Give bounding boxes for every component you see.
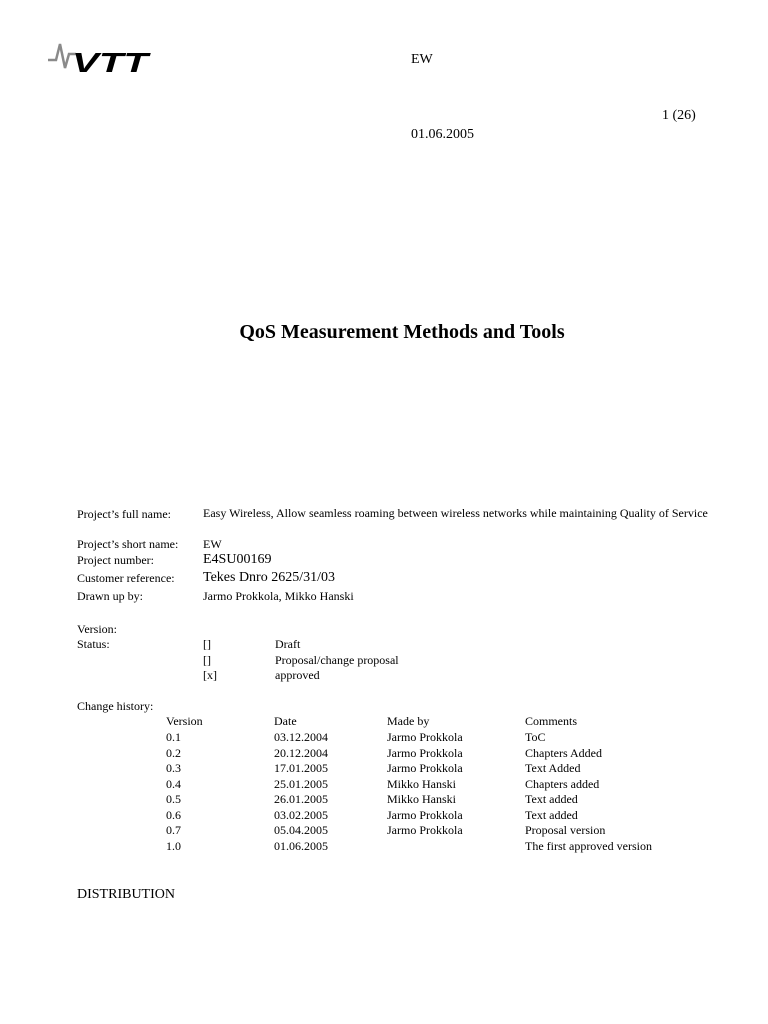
- status-approved-text: approved: [275, 668, 320, 682]
- full-name-value: Easy Wireless, Allow seamless roaming between wireless networks while maintaining Quality of Service: [203, 506, 708, 520]
- drawn-up-value: Jarmo Prokkola, Mikko Hanski: [203, 589, 354, 603]
- row-made-by: Jarmo Prokkola: [387, 746, 463, 760]
- status-draft-text: Draft: [275, 637, 301, 651]
- row-version: 0.3: [166, 761, 181, 775]
- status-proposal-box: []: [203, 653, 211, 667]
- row-comments: Proposal version: [525, 823, 606, 837]
- row-comments: Chapters added: [525, 777, 600, 791]
- row-made-by: Jarmo Prokkola: [387, 808, 463, 822]
- header-version: Version: [166, 714, 203, 728]
- page-number: 1 (26): [662, 108, 696, 123]
- row-comments: Chapters Added: [525, 746, 602, 760]
- header-date-col: Date: [274, 714, 297, 728]
- header-comments: Comments: [525, 714, 578, 728]
- header-made-by: Made by: [387, 714, 430, 728]
- row-date: 17.01.2005: [274, 761, 328, 775]
- row-version: 0.4: [166, 777, 181, 791]
- row-comments: Text added: [525, 808, 578, 822]
- row-version: 0.6: [166, 808, 181, 822]
- header-code: EW: [411, 52, 433, 67]
- version-label: Version:: [77, 622, 117, 636]
- status-draft-box: []: [203, 637, 211, 651]
- status-proposal-text: Proposal/change proposal: [275, 653, 399, 667]
- vtt-logo: [46, 38, 152, 76]
- row-date: 26.01.2005: [274, 792, 328, 806]
- drawn-up-label: Drawn up by:: [77, 589, 143, 603]
- distribution-heading: DISTRIBUTION: [77, 887, 175, 902]
- row-comments: Text Added: [525, 761, 581, 775]
- row-made-by: Mikko Hanski: [387, 792, 456, 806]
- row-made-by: Jarmo Prokkola: [387, 761, 463, 775]
- document-title: QoS Measurement Methods and Tools: [239, 321, 565, 343]
- row-version: 0.1: [166, 730, 181, 744]
- project-number-value: E4SU00169: [203, 552, 272, 567]
- row-date: 05.04.2005: [274, 823, 328, 837]
- header-date: 01.06.2005: [411, 127, 474, 142]
- customer-reference-label: Customer reference:: [77, 571, 175, 585]
- row-version: 1.0: [166, 839, 181, 853]
- svg-text:VTT: VTT: [72, 47, 152, 76]
- row-version: 0.7: [166, 823, 181, 837]
- customer-reference-value: Tekes Dnro 2625/31/03: [203, 570, 336, 585]
- row-made-by: Jarmo Prokkola: [387, 730, 463, 744]
- row-date: 20.12.2004: [274, 746, 328, 760]
- change-history-label: Change history:: [77, 699, 154, 713]
- row-made-by: Jarmo Prokkola: [387, 823, 463, 837]
- row-version: 0.2: [166, 746, 181, 760]
- row-date: 03.02.2005: [274, 808, 328, 822]
- row-comments: The first approved version: [525, 839, 652, 853]
- row-date: 01.06.2005: [274, 839, 328, 853]
- row-comments: ToC: [525, 730, 546, 744]
- row-made-by: Mikko Hanski: [387, 777, 456, 791]
- status-approved-box: [x]: [203, 668, 217, 682]
- short-name-value: EW: [203, 537, 222, 551]
- row-date: 25.01.2005: [274, 777, 328, 791]
- full-name-label: Project’s full name:: [77, 507, 171, 521]
- status-label: Status:: [77, 637, 110, 651]
- row-comments: Text added: [525, 792, 578, 806]
- row-version: 0.5: [166, 792, 181, 806]
- short-name-label: Project’s short name:: [77, 537, 179, 551]
- project-number-label: Project number:: [77, 553, 154, 567]
- row-date: 03.12.2004: [274, 730, 328, 744]
